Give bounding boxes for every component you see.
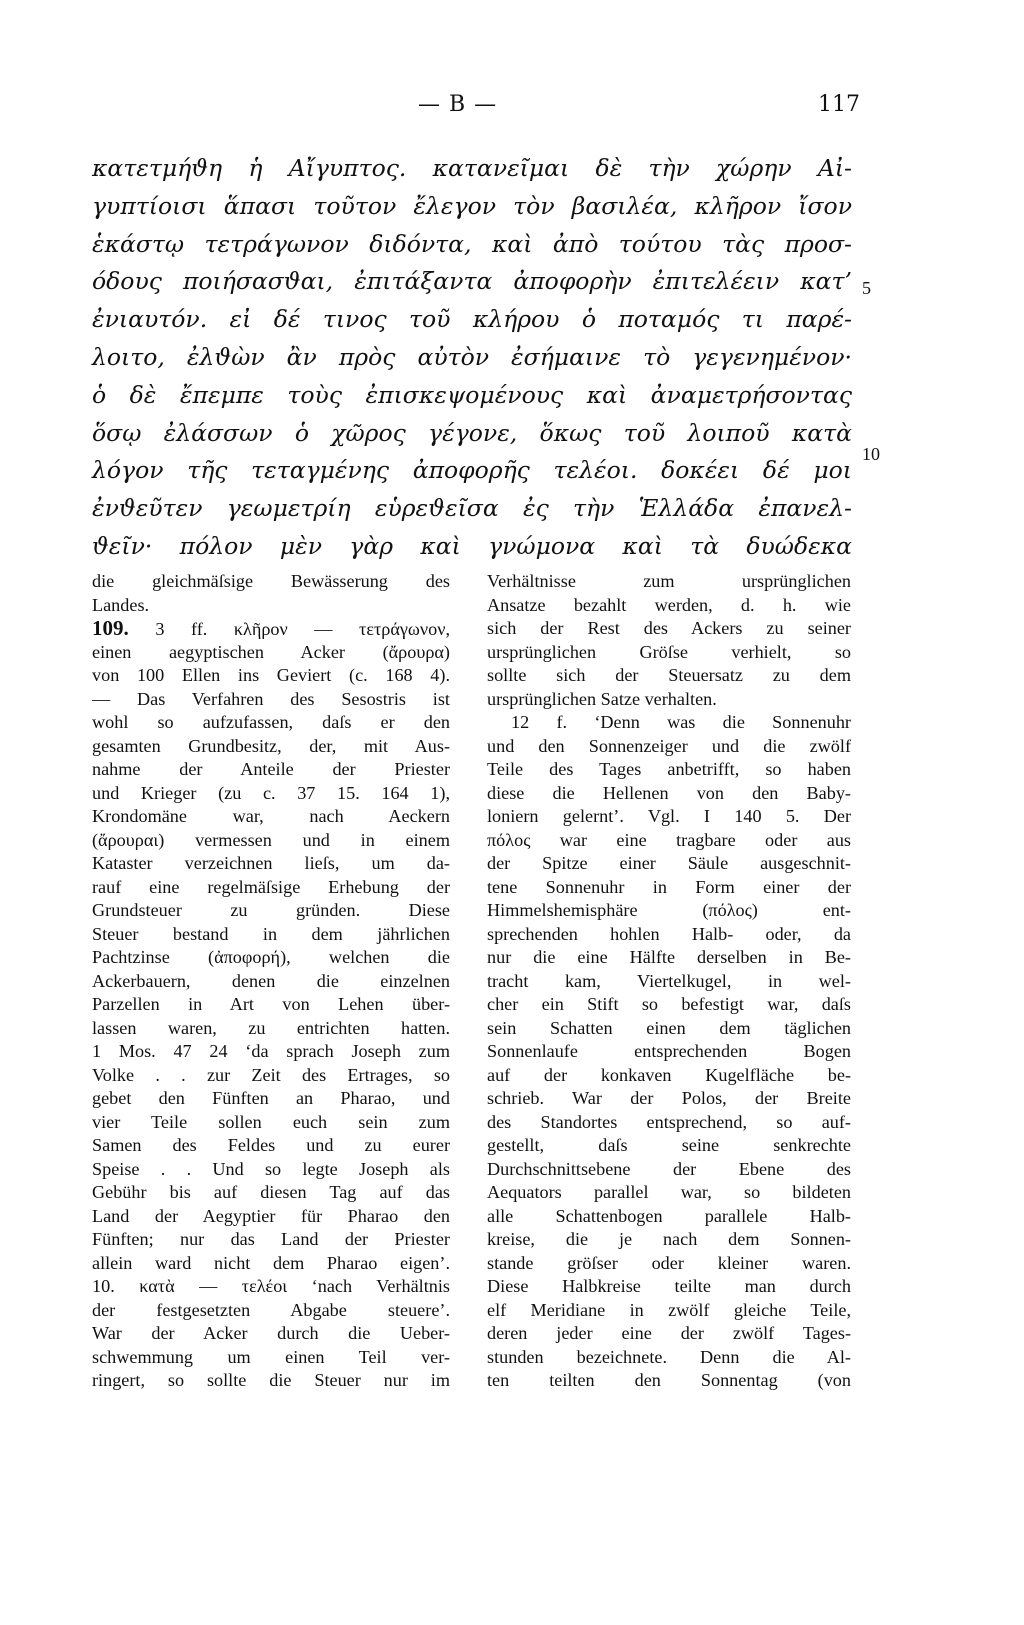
note-line: Land der Aegyptier für Pharao den	[92, 1205, 450, 1226]
note-line: lassen waren, zu entrichten hatten.	[92, 1017, 450, 1038]
note-line: Durchschnittsebene der Ebene des	[487, 1158, 851, 1179]
note-line: Pachtzinse (ἀποφορή), welchen die	[92, 947, 450, 967]
note-line: Grundsteuer zu gründen. Diese	[92, 900, 450, 920]
note-line: Krondomäne war, nach Aeckern	[92, 806, 450, 826]
note-line: Himmelshemisphäre (πόλος) ent-	[487, 900, 851, 920]
note-line: Samen des Feldes und zu eurer	[92, 1135, 450, 1155]
note-line: ringert, so sollte die Steuer nur im	[92, 1370, 450, 1390]
note-line: der Spitze einer Säule ausgeschnit-	[487, 853, 851, 873]
greek-line: κατετμήϑη ἡ Αἴγυπτος. κατανεῖμαι δὲ τὴν χώρην Αἰ-	[92, 154, 852, 182]
note-line: ursprünglichen Gröſse verhielt, so	[487, 641, 851, 662]
note-line: Steuer bestand in dem jährlichen	[92, 923, 450, 944]
note-line: sich der Rest des Ackers zu seiner	[487, 618, 851, 638]
note-line: Fünften; nur das Land der Priester	[92, 1229, 450, 1249]
note-line: Diese Halbkreise teilte man durch	[487, 1276, 851, 1296]
note-line: allein ward nicht dem Pharao eigen’.	[92, 1252, 450, 1273]
line-number: 5	[862, 278, 871, 298]
note-line: Gebühr bis auf diesen Tag auf das	[92, 1182, 450, 1202]
note-line: sollte sich der Steuersatz zu dem	[487, 665, 851, 685]
note-line: des Standortes entsprechend, so auf-	[487, 1111, 851, 1132]
note-line: Teile des Tages anbetrifft, so haben	[487, 759, 851, 779]
note-line: kreise, die je nach dem Sonnen-	[487, 1229, 851, 1249]
greek-line: ἐνιαυτόν. εἰ δέ τινος τοῦ κλήρου ὁ ποταμός τι παρέ-	[92, 305, 852, 334]
note-line: πόλος war eine tragbare oder aus	[487, 829, 851, 850]
commentary-right-column	[487, 570, 851, 1393]
note-line: deren jeder eine der zwölf Tages-	[487, 1323, 851, 1343]
note-line: Sonnenlaufe entsprechenden Bogen	[487, 1041, 851, 1061]
note-line: wohl so aufzufassen, daſs er den	[92, 712, 450, 732]
note-line: stunden bezeichnete. Denn die Al-	[487, 1346, 851, 1367]
note-line: der festgesetzten Abgabe steuere’.	[92, 1299, 450, 1320]
running-head: — B —	[418, 92, 498, 117]
note-line: nahme der Anteile der Priester	[92, 759, 450, 779]
note-line: rauf eine regelmäſsige Erhebung der	[92, 876, 450, 897]
greek-line: γυπτίοισι ἅπασι τοῦτον ἔλεγον τὸν βασιλέα, κλῆρον ἴσον	[92, 191, 852, 220]
note-text: 3 ff. κλῆρον — τετράγωνον,	[155, 619, 450, 639]
greek-line: λοιτο, ἐλϑὼν ἂν πρὸς αὐτὸν ἐσήμαινε τὸ γεγενημένον·	[92, 342, 852, 371]
greek-line: ἑκάστῳ τετράγωνον διδόντα, καὶ ἀπὸ τούτου τὰς προσ-	[92, 229, 852, 258]
greek-line: ϑεῖν· πόλον μὲν γὰρ καὶ γνώμονα καὶ τὰ δυώδεκα	[92, 531, 852, 560]
note-line: schrieb. War der Polos, der Breite	[487, 1088, 851, 1108]
note-line: alle Schattenbogen parallele Halb-	[487, 1205, 851, 1226]
note-line: vier Teile sollen euch sein zum	[92, 1111, 450, 1132]
note-line: gestellt, daſs seine senkrechte	[487, 1135, 851, 1155]
note-line: tracht kam, Viertelkugel, in wel-	[487, 970, 851, 991]
note-line: — Das Verfahren des Sesostris ist	[92, 688, 450, 709]
greek-line: ἐνϑεῦτεν γεωμετρίη εὑρεϑεῖσα ἐς τὴν Ἑλλάδα ἐπανελ-	[92, 494, 852, 523]
greek-text-block	[92, 150, 852, 566]
note-line: Kataster verzeichnen lieſs, um da-	[92, 853, 450, 873]
note-line: Volke . . zur Zeit des Ertrages, so	[92, 1064, 450, 1085]
note-line: War der Acker durch die Ueber-	[92, 1323, 450, 1343]
note-line: nur die eine Hälfte derselben in Be-	[487, 947, 851, 967]
note-line: 10. κατὰ — τελέοι ‘nach Verhältnis	[92, 1276, 450, 1296]
note-line: gesamten Grundbesitz, der, mit Aus-	[92, 735, 450, 756]
note-line: ursprünglichen Satze verhalten.	[487, 688, 717, 709]
note-line: Ansatze bezahlt werden, d. h. wie	[487, 594, 851, 615]
note-line: elf Meridiane in zwölf gleiche Teile,	[487, 1299, 851, 1320]
note-line: cher ein Stift so befestigt war, daſs	[487, 994, 851, 1014]
note-line: 1 Mos. 47 24 ‘da sprach Joseph zum	[92, 1041, 450, 1061]
greek-line: όδους ποιήσασϑαι, ἐπιτάξαντα ἀποφορὴν ἐπιτελέειν κατ’	[92, 267, 852, 296]
note-line: einen aegyptischen Acker (ἄρουρα)	[92, 641, 450, 662]
note-line: loniern gelernt’. Vgl. I 140 5. Der	[487, 806, 851, 826]
note-line: Speise . . Und so legte Joseph als	[92, 1158, 450, 1179]
note-line: 12 f. ‘Denn was die Sonnenuhr	[511, 712, 851, 732]
greek-line: λόγον τῆς τεταγμένης ἀποφορῆς τελέοι. δοκέει δέ μοι	[92, 456, 852, 485]
note-line: sein Schatten einen dem täglichen	[487, 1017, 851, 1038]
section-number: 109.	[92, 616, 129, 640]
note-line: Landes.	[92, 594, 150, 615]
note-line: gebet den Fünften an Pharao, und	[92, 1088, 450, 1108]
note-line: die gleichmäſsige Bewässerung des	[92, 571, 450, 591]
note-line: (ἄρουραι) vermessen und in einem	[92, 829, 450, 850]
greek-line: ὅσῳ ἐλάσσων ὁ χῶρος γέγονε, ὅκως τοῦ λοιποῦ κατὰ	[92, 418, 852, 447]
note-line: Parzellen in Art von Lehen über-	[92, 994, 450, 1014]
line-number: 10	[862, 444, 880, 464]
note-line: auf der konkaven Kugelfläche be-	[487, 1064, 851, 1085]
note-line	[92, 617, 450, 641]
note-line: stande gröſser oder kleiner waren.	[487, 1252, 851, 1273]
note-line: Ackerbauern, denen die einzelnen	[92, 970, 450, 991]
note-line: sprechenden hohlen Halb- oder, da	[487, 923, 851, 944]
page-number: 117	[818, 92, 860, 117]
greek-line: ὁ δὲ ἔπεμπε τοὺς ἐπισκεψομένους καὶ ἀναμετρήσοντας	[92, 380, 852, 409]
note-line: Aequators parallel war, so bildeten	[487, 1182, 851, 1202]
commentary-left-column	[92, 570, 450, 1393]
note-line: diese die Hellenen von den Baby-	[487, 782, 851, 803]
note-line: Verhältnisse zum ursprünglichen	[487, 571, 851, 591]
note-line: tene Sonnenuhr in Form einer der	[487, 876, 851, 897]
note-line: ten teilten den Sonnentag (von	[487, 1370, 851, 1390]
page-header	[0, 92, 1024, 122]
note-line: und Krieger (zu c. 37 15. 164 1),	[92, 782, 450, 803]
note-line: schwemmung um einen Teil ver-	[92, 1346, 450, 1367]
note-line: und den Sonnenzeiger und die zwölf	[487, 735, 851, 756]
note-line: von 100 Ellen ins Geviert (c. 168 4).	[92, 665, 450, 685]
